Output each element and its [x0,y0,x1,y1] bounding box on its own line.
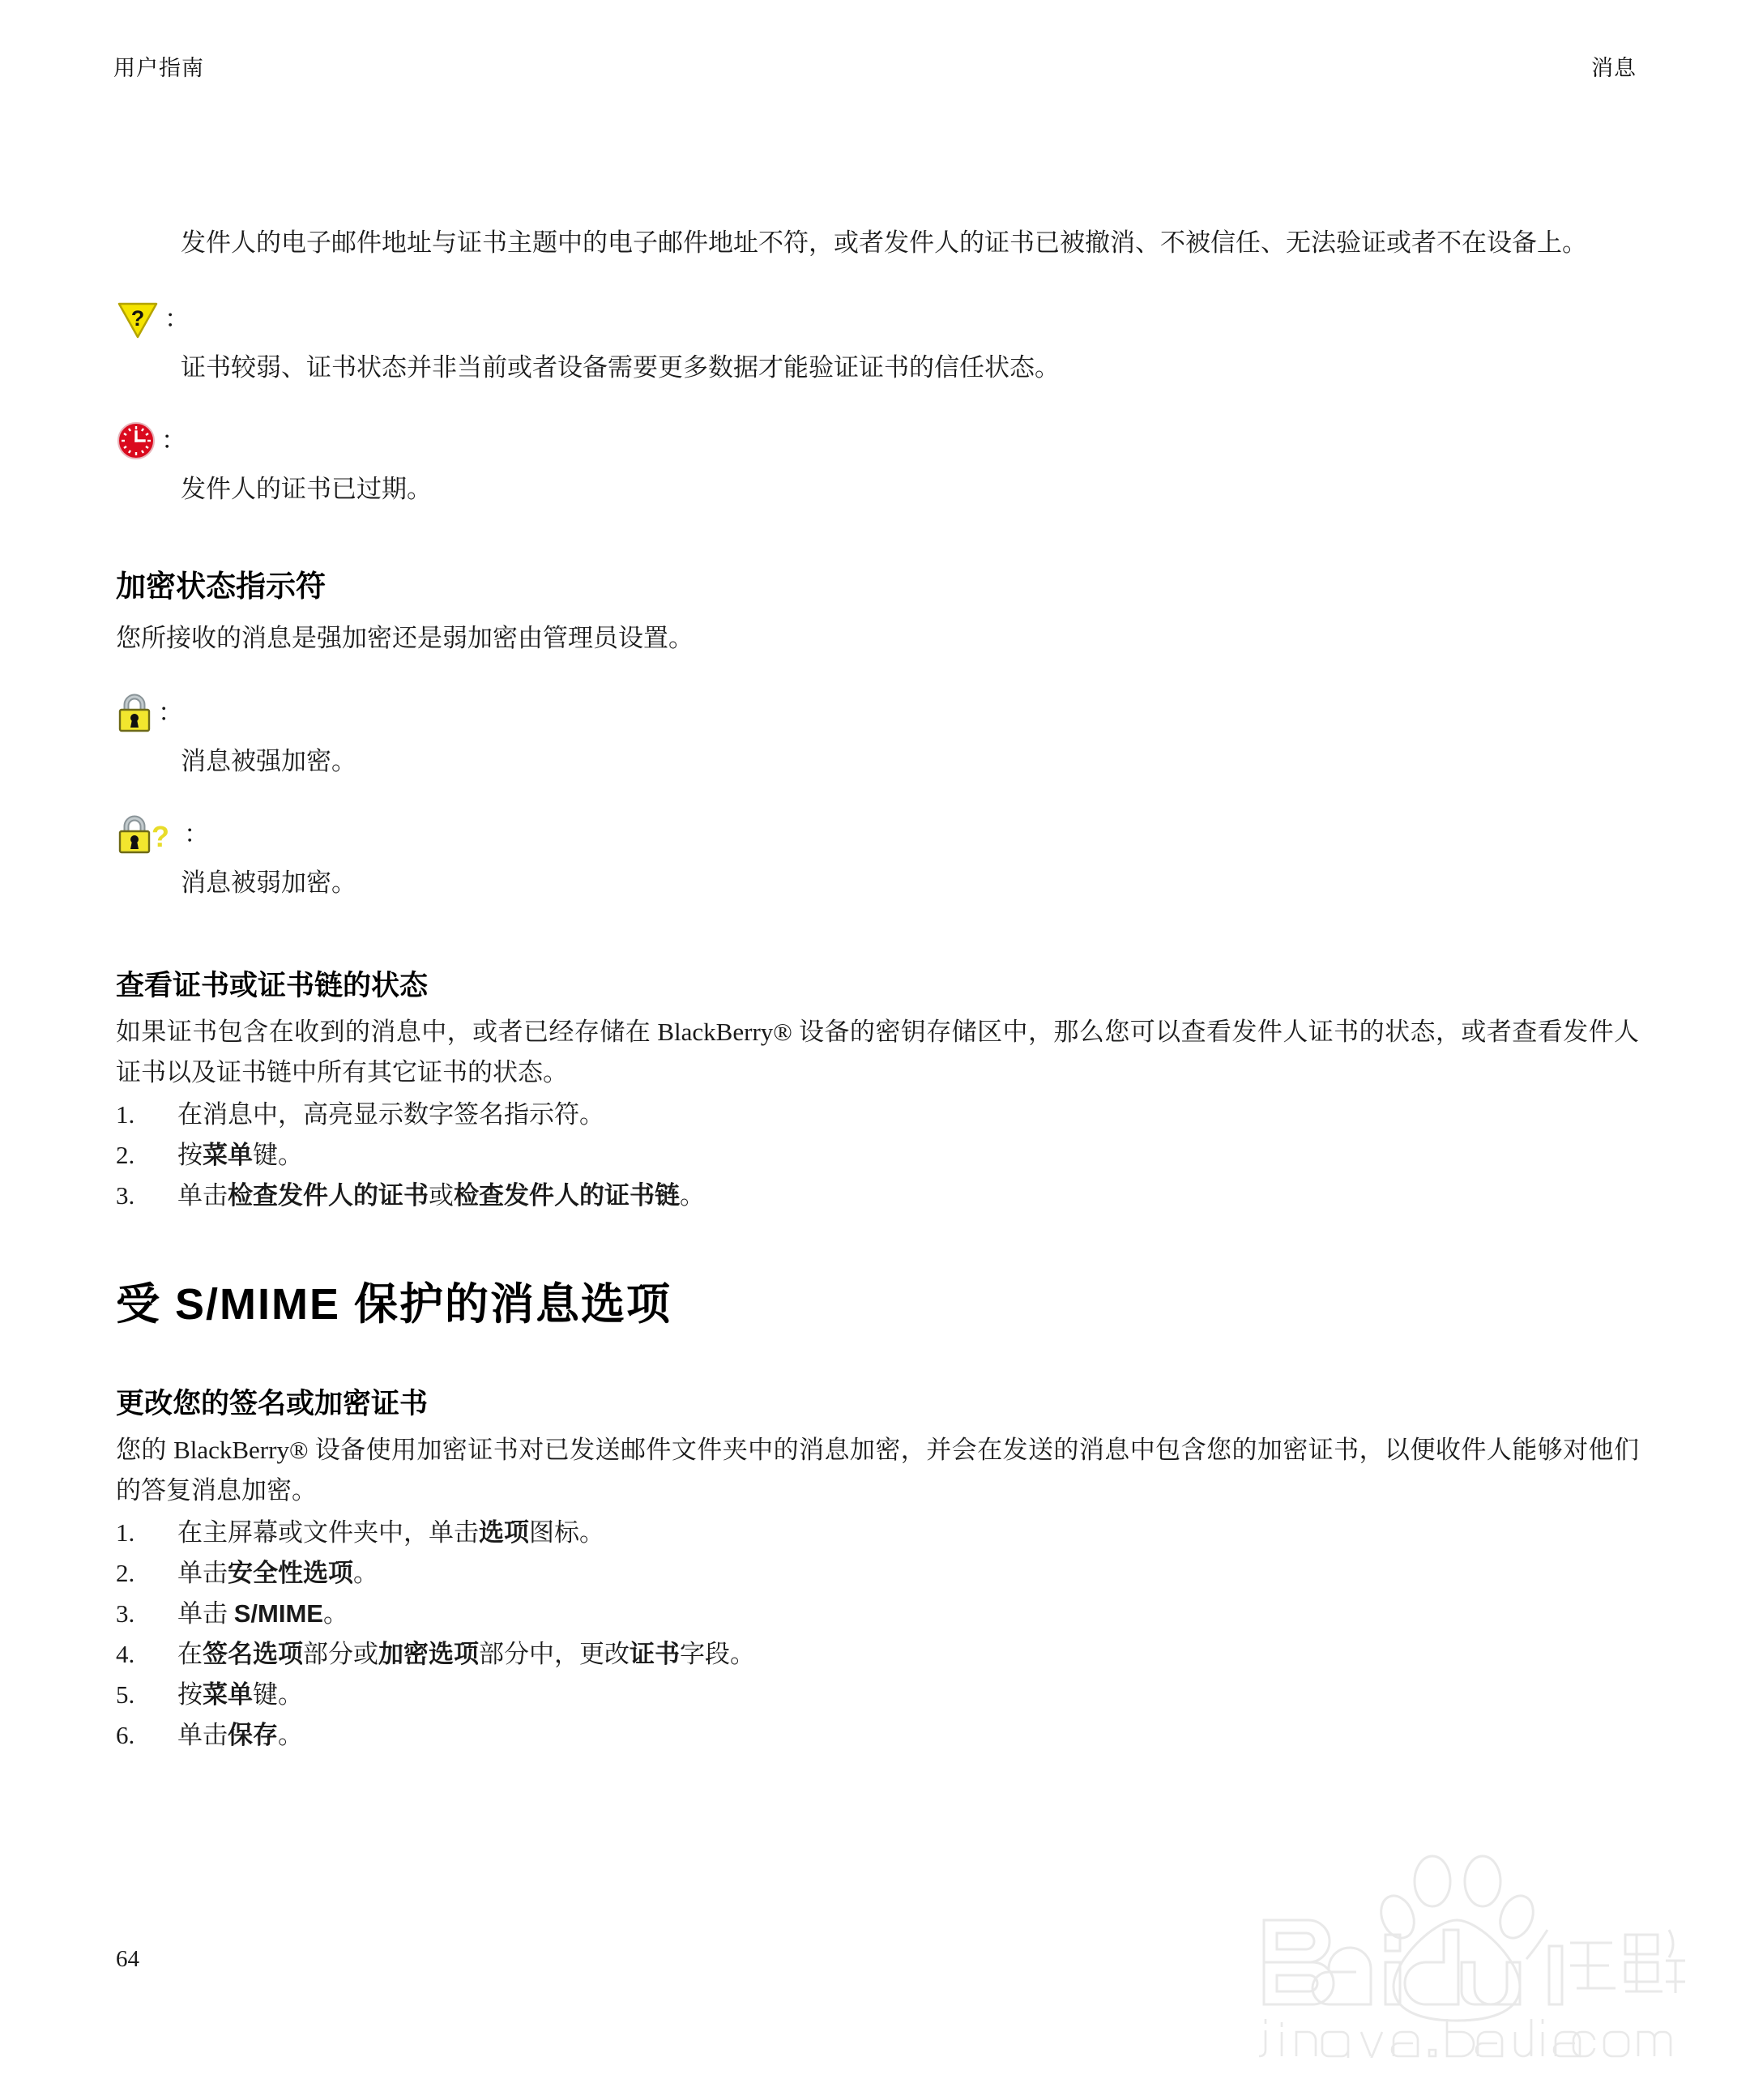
warning-triangle-question-icon [116,301,160,339]
indicator-colon: ： [184,820,209,848]
running-head [0,50,1750,91]
step-item: 单击检查发件人的证书或检查发件人的证书链。 [177,1181,705,1210]
step-item: 单击保存。 [177,1721,303,1749]
emphasis: 签名选项 [203,1640,303,1668]
indicator-colon: ： [164,305,190,333]
heading-view-cert-status: 查看证书或证书链的状态 [116,970,429,1001]
step-item: 按菜单键。 [177,1680,303,1709]
emphasis: S/MIME [233,1599,323,1628]
indicator-text-expired-cert: 发件人的证书已过期。 [181,475,432,503]
emphasis: 检查发件人的证书链 [454,1181,680,1210]
indicator-row-weak-encryption [116,814,1639,860]
heading-change-cert: 更改您的签名或加密证书 [116,1388,429,1419]
step-item: 在签名选项部分或加密选项部分中，更改证书字段。 [177,1640,755,1668]
step-item: 在消息中，高亮显示数字签名指示符。 [177,1100,604,1129]
step-item: 在主屏幕或文件夹中，单击选项图标。 [177,1518,604,1547]
emphasis: 加密选项 [378,1640,479,1668]
indicator-colon: ： [161,426,186,455]
yellow-padlock-question-icon [116,814,179,855]
intro-paragraph: 发件人的电子邮件地址与证书主题中的电子邮件地址不符，或者发件人的证书已被撤消、不被信任、无法验证或者不在设备上。 [181,228,1587,257]
heading-smime-options: 受 S/MIME 保护的消息选项 [116,1280,672,1329]
yellow-padlock-icon [116,693,153,733]
step-item: 单击安全性选项。 [177,1559,378,1587]
cert-status-paragraph: 如果证书包含在收到的消息中，或者已经存储在 BlackBerry® 设备的密钥存储区中，那么您可以查看发件人证书的状态，或者查看发件人证书以及证书链中所有其它证书的状态。 [116,1018,1640,1086]
indicator-row-expired-cert [116,420,1639,466]
indicator-text-strong-encryption: 消息被强加密。 [181,747,356,775]
red-clock-icon [116,420,156,461]
emphasis: 检查发件人的证书 [228,1181,429,1210]
baidu-jingyan-watermark [1231,1839,1685,2058]
emphasis: 菜单 [203,1680,253,1709]
svg-text:?: ? [152,820,169,853]
cert-status-steps [116,1095,1639,1216]
indicator-text-weak-encryption: 消息被弱加密。 [181,869,356,897]
change-cert-paragraph: 您的 BlackBerry® 设备使用加密证书对已发送邮件文件夹中的消息加密，并会在发送的消息中包含您的加密证书，以便收件人能够对他们的答复消息加密。 [116,1436,1639,1505]
indicator-text-weak-cert: 证书较弱、证书状态并非当前或者设备需要更多数据才能验证证书的信任状态。 [181,353,1060,382]
running-head-right: 消息 [1591,56,1637,80]
emphasis: 菜单 [203,1141,253,1169]
emphasis: 安全性选项 [228,1559,353,1587]
svg-text:?: ? [130,306,145,331]
step-item: 单击 S/MIME。 [177,1599,348,1628]
indicator-row-weak-cert [116,299,1639,344]
running-head-left: 用户指南 [113,56,204,80]
change-cert-steps [116,1513,1639,1756]
emphasis: 选项 [479,1518,529,1547]
encryption-status-paragraph: 您所接收的消息是强加密还是弱加密由管理员设置。 [116,624,694,652]
emphasis: 保存 [228,1721,278,1749]
indicator-colon: ： [158,698,183,727]
emphasis: 证书 [630,1640,680,1668]
indicator-row-strong-encryption [116,693,1639,738]
step-item: 按菜单键。 [177,1141,303,1169]
heading-encryption-status: 加密状态指示符 [116,570,326,603]
page-content [116,223,1639,1756]
page-number: 64 [116,1946,139,1972]
